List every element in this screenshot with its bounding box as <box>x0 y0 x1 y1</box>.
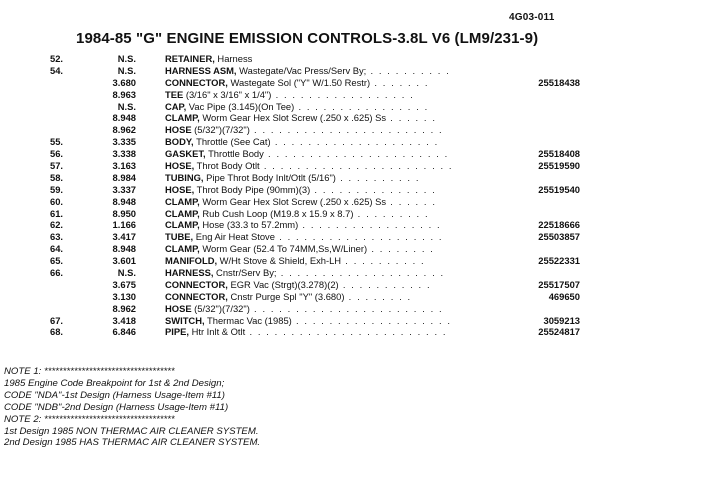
part-description <box>165 112 515 124</box>
group-number: 8.962 <box>112 124 136 136</box>
note-line: NOTE 1: *********************************** <box>4 366 175 377</box>
part-detail: Throt Body Pipe (90mm)(3) <box>194 183 311 195</box>
part-name: CLAMP, <box>165 195 200 207</box>
group-number: 3.417 <box>112 231 136 243</box>
group-number: 3.680 <box>112 76 136 88</box>
part-name: RETAINER, <box>165 53 215 64</box>
leader-dots: . . . . . . . . . . . . . . . . . . . . . . <box>263 148 449 160</box>
part-detail: (3/16" x 3/16" x 1/4") <box>183 88 272 100</box>
parts-row <box>0 208 708 220</box>
part-description <box>165 315 515 327</box>
leader-dots: . . . . . . . . . . <box>341 255 426 267</box>
part-name: CONNECTOR, <box>165 290 228 302</box>
part-description <box>165 219 515 231</box>
part-detail: Throttle Body <box>205 148 264 160</box>
part-detail: Worm Gear (52.4 To 74MM,Ss,W/Liner) <box>199 243 368 255</box>
part-number: 25519590 <box>538 160 580 172</box>
parts-row <box>0 231 708 243</box>
group-number: 8.948 <box>112 243 136 255</box>
part-description <box>165 77 515 89</box>
item-number: 68. <box>50 326 64 338</box>
group-number: 3.130 <box>112 290 136 302</box>
part-number: 25517507 <box>538 278 580 290</box>
leader-dots: . . . . . . . . . . . . . . . . . . . . . . . <box>249 124 444 136</box>
parts-row <box>0 65 708 77</box>
part-number: 25518408 <box>538 148 580 160</box>
group-number: 3.337 <box>112 183 136 195</box>
group-number: 3.675 <box>112 278 136 290</box>
part-detail: (5/32")(7/32") <box>191 302 250 314</box>
item-number: 52. <box>50 53 64 64</box>
item-number: 67. <box>50 314 64 326</box>
group-number: 8.984 <box>112 171 136 183</box>
leader-dots: . . . . . . <box>386 112 437 124</box>
part-description <box>165 65 515 77</box>
part-number: 469650 <box>548 290 580 302</box>
group-number: 3.335 <box>112 136 136 148</box>
leader-dots: . . . . . . . . . . . . . . . <box>310 183 437 195</box>
item-number: 65. <box>50 255 64 267</box>
part-name: CLAMP, <box>165 112 200 124</box>
part-name: CLAMP, <box>165 207 200 219</box>
part-description <box>165 196 515 208</box>
leader-dots: . . . . . . . . . . . . . . . . . . . . <box>276 267 445 279</box>
part-number: 25503857 <box>538 231 580 243</box>
part-description <box>165 208 515 220</box>
note-line: 2nd Design 1985 HAS THERMAC AIR CLEANER SYSTEM. <box>4 437 261 449</box>
item-number: 60. <box>50 195 64 207</box>
part-detail: Wastegate/Vac Press/Serv By; <box>236 64 367 76</box>
leader-dots: . . . . . . . . . . . . . . . . . . . . . . . . <box>245 326 448 338</box>
part-detail: Hose (33.3 to 57.2mm) <box>199 219 299 231</box>
part-name: HOSE <box>165 302 192 314</box>
group-number: 6.846 <box>112 326 136 338</box>
part-detail: Cnstr/Serv By; <box>213 267 277 279</box>
parts-list <box>0 53 708 338</box>
part-description <box>165 101 515 113</box>
part-name: HOSE <box>165 124 192 136</box>
group-number: 8.950 <box>112 207 136 219</box>
part-description <box>165 231 515 243</box>
parts-row <box>0 315 708 327</box>
group-number: 8.948 <box>112 112 136 124</box>
part-number: 25522331 <box>538 255 580 267</box>
note-line: 1985 Engine Code Breakpoint for 1st & 2nd Design; <box>4 377 225 389</box>
part-number: 25519540 <box>538 183 580 195</box>
part-name: SWITCH, <box>165 314 205 326</box>
parts-row <box>0 267 708 279</box>
part-description <box>165 89 515 101</box>
part-name: CLAMP, <box>165 243 200 255</box>
parts-row <box>0 243 708 255</box>
parts-row <box>0 77 708 89</box>
leader-dots: . . . . . . . . . . . . . . . . . . . . <box>274 231 444 243</box>
leader-dots: . . . . . . . . . . . . . . . . . . . . <box>270 136 439 148</box>
part-description <box>165 53 515 65</box>
parts-row <box>0 255 708 267</box>
item-number: 63. <box>50 231 64 243</box>
group-number: 8.962 <box>112 302 136 314</box>
group-number: 3.163 <box>112 160 136 172</box>
part-name: TEE <box>165 88 184 100</box>
part-description <box>165 279 515 291</box>
note-line: 1st Design 1985 NON THERMAC AIR CLEANER SYSTEM. <box>4 425 259 437</box>
part-detail: Worm Gear Hex Slot Screw (.250 x .625) Ss <box>199 195 387 207</box>
leader-dots: . . . . . . . . . <box>353 207 430 219</box>
group-number: 8.948 <box>112 195 136 207</box>
part-name: CAP, <box>165 100 187 112</box>
part-detail: W/Ht Stove & Shield, Exh-LH <box>217 255 342 267</box>
note-line: CODE "NDB"-2nd Design (Harness Usage-Item #11) <box>4 401 229 413</box>
parts-row <box>0 53 708 65</box>
item-number: 56. <box>50 148 64 160</box>
parts-row <box>0 279 708 291</box>
part-detail: EGR Vac (Strgt)(3.278)(2) <box>227 278 339 290</box>
part-name: TUBE, <box>165 231 194 243</box>
part-name: HARNESS ASM, <box>165 64 237 76</box>
leader-dots: . . . . . . . . . . . . . . . . . . . <box>291 314 452 326</box>
part-detail: (5/32")(7/32") <box>191 124 250 136</box>
part-description <box>165 124 515 136</box>
group-number: 3.418 <box>112 314 136 326</box>
parts-row <box>0 303 708 315</box>
note-line: CODE "NDA"-1st Design (Harness Usage-Item #11) <box>4 389 225 401</box>
part-description <box>165 160 515 172</box>
part-description <box>165 291 515 303</box>
item-number: 61. <box>50 207 64 219</box>
part-description <box>165 148 515 160</box>
parts-row <box>0 184 708 196</box>
part-number: 3059213 <box>543 314 580 326</box>
part-description <box>165 303 515 315</box>
part-detail: Cnstr Purge Spl "Y" (3.680) <box>227 290 345 302</box>
part-detail: Wastegate Sol ("Y" W/1.50 Restr) <box>227 76 371 88</box>
parts-row <box>0 89 708 101</box>
item-number: 62. <box>50 219 64 231</box>
part-description <box>165 326 515 338</box>
item-number: 55. <box>50 136 64 148</box>
parts-row <box>0 148 708 160</box>
part-name: CONNECTOR, <box>165 76 228 88</box>
part-description <box>165 184 515 196</box>
part-detail: Vac Pipe (3.145)(On Tee) <box>186 100 295 112</box>
parts-row <box>0 291 708 303</box>
item-number: 66. <box>50 267 64 279</box>
parts-row <box>0 112 708 124</box>
group-number: 3.601 <box>112 255 136 267</box>
part-name: CLAMP, <box>165 219 200 231</box>
parts-row <box>0 101 708 113</box>
part-description <box>165 172 515 184</box>
part-detail: Thermac Vac (1985) <box>204 314 292 326</box>
part-name: HARNESS, <box>165 267 214 279</box>
part-description <box>165 255 515 267</box>
group-number: N.S. <box>117 100 136 112</box>
part-name: HOSE, <box>165 183 195 195</box>
parts-row <box>0 160 708 172</box>
part-name: HOSE, <box>165 160 195 172</box>
note-line: NOTE 2: *********************************** <box>4 413 175 425</box>
leader-dots: . . . . . . . . . . <box>335 171 421 183</box>
leader-dots: . . . . . . . . . . . . . . . . . <box>271 88 415 100</box>
part-detail: Htr Inlt & Otlt <box>188 326 246 338</box>
parts-row <box>0 172 708 184</box>
group-number: 3.338 <box>112 148 136 160</box>
part-name: GASKET, <box>165 148 206 160</box>
part-detail: Harness <box>214 53 253 64</box>
leader-dots: . . . . . . . . <box>344 290 412 302</box>
part-name: BODY, <box>165 136 194 148</box>
parts-row <box>0 219 708 231</box>
part-detail: Eng Air Heat Stove <box>193 231 275 243</box>
item-number: 58. <box>50 171 64 183</box>
part-detail: Throttle (See Cat) <box>193 136 271 148</box>
leader-dots: . . . . . . . . . . . . . . . . <box>294 100 429 112</box>
part-detail: Pipe Throt Body Inlt/Otlt (5/16") <box>203 171 336 183</box>
leader-dots: . . . . . . . . . . . . . . . . . . . . . . . <box>259 160 454 172</box>
page-title: 1984-85 "G" ENGINE EMISSION CONTROLS-3.8L V6 (LM9/231-9) <box>76 30 539 47</box>
part-number: 22518666 <box>538 219 580 231</box>
leader-dots: . . . . . . . . . . . . . . . . . . . . . . . <box>249 302 444 314</box>
group-number: N.S. <box>117 64 136 76</box>
part-name: TUBING, <box>165 171 204 183</box>
leader-dots: . . . . . . . . . . <box>366 64 451 76</box>
page-code: 4G03-011 <box>509 12 555 23</box>
group-number: 8.963 <box>112 88 136 100</box>
part-number: 25518438 <box>538 76 580 88</box>
leader-dots: . . . . . . <box>386 195 437 207</box>
item-number: 54. <box>50 64 64 76</box>
item-number: 57. <box>50 160 64 172</box>
parts-row <box>0 326 708 338</box>
parts-row <box>0 196 708 208</box>
part-number: 25524817 <box>538 326 580 338</box>
part-name: MANIFOLD, <box>165 255 218 267</box>
part-description <box>165 136 515 148</box>
leader-dots: . . . . . . . <box>370 76 430 88</box>
item-number: 59. <box>50 183 64 195</box>
part-description <box>165 267 515 279</box>
part-name: CONNECTOR, <box>165 278 228 290</box>
notes-section <box>4 366 260 449</box>
leader-dots: . . . . . . . . <box>367 243 435 255</box>
item-number: 64. <box>50 243 64 255</box>
part-detail: Throt Body Otlt <box>194 160 260 172</box>
group-number: N.S. <box>117 53 136 64</box>
group-number: N.S. <box>117 267 136 279</box>
parts-row <box>0 136 708 148</box>
part-detail: Worm Gear Hex Slot Screw (.250 x .625) Ss <box>199 112 387 124</box>
part-name: PIPE, <box>165 326 189 338</box>
leader-dots: . . . . . . . . . . . <box>338 278 432 290</box>
part-description <box>165 243 515 255</box>
leader-dots: . . . . . . . . . . . . . . . . . <box>298 219 442 231</box>
part-detail: Rub Cush Loop (M19.8 x 15.9 x 8.7) <box>199 207 354 219</box>
group-number: 1.166 <box>112 219 136 231</box>
parts-row <box>0 124 708 136</box>
